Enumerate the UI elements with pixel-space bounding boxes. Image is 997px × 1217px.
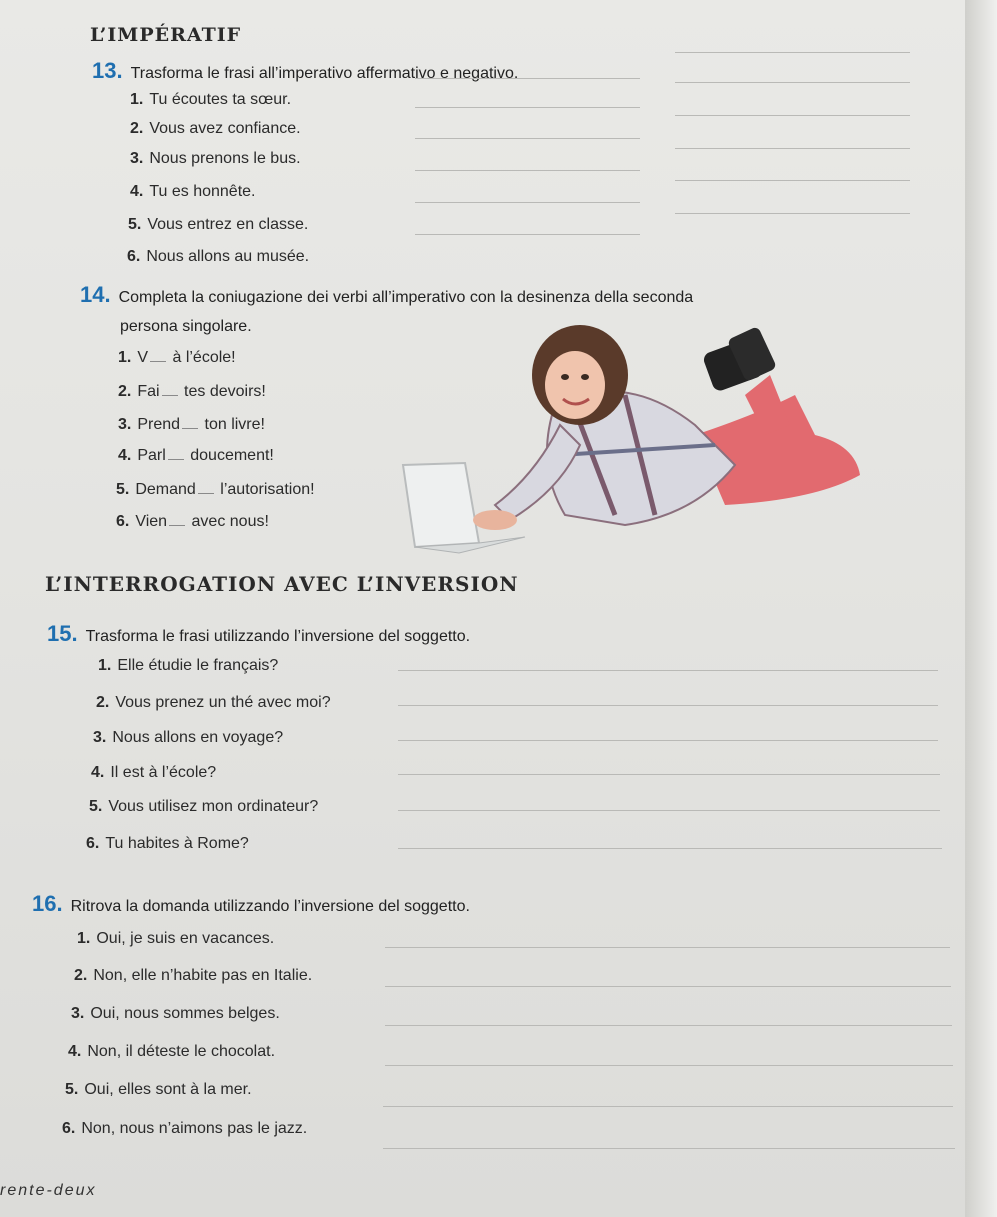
eye: [561, 374, 569, 380]
answer-line[interactable]: [415, 202, 640, 203]
answer-line[interactable]: [383, 1148, 955, 1149]
answer-line[interactable]: [385, 947, 950, 948]
ex16-item-6: [62, 1120, 307, 1138]
blank-field[interactable]: [198, 481, 214, 494]
item-number: 2.: [74, 967, 88, 984]
ex14-item-2: [118, 383, 266, 401]
answer-line[interactable]: [415, 78, 640, 79]
ex13-item-2: [130, 120, 301, 138]
laptop-screen: [403, 463, 479, 547]
ex14-item-5: [116, 481, 315, 499]
blank-field[interactable]: [162, 383, 178, 396]
exercise-13-title: [92, 58, 518, 84]
answer-line[interactable]: [398, 705, 938, 706]
item-number: 1.: [130, 91, 144, 108]
ex16-item-5: [65, 1081, 252, 1099]
answer-line[interactable]: [675, 52, 910, 53]
item-text: Vous prenez un thé avec moi?: [115, 694, 331, 711]
answer-line[interactable]: [383, 1106, 953, 1107]
blank-field[interactable]: [169, 513, 185, 526]
item-text: Non, il déteste le chocolat.: [87, 1043, 276, 1060]
item-number: 6.: [116, 513, 130, 530]
answer-line[interactable]: [415, 170, 640, 171]
item-number: 5.: [65, 1081, 79, 1098]
exercise-14-title: [80, 282, 693, 308]
ex13-item-6: [127, 248, 309, 266]
item-number: 2.: [96, 694, 110, 711]
exercise-15-title: [47, 621, 470, 647]
item-text: Nous allons en voyage?: [112, 729, 284, 746]
item-number: 1.: [118, 349, 132, 366]
answer-line[interactable]: [675, 213, 910, 214]
ex16-item-4: [68, 1043, 275, 1061]
exercise-13-number: 13.: [92, 58, 123, 83]
verb-stem: Prend: [137, 416, 181, 433]
answer-line[interactable]: [415, 138, 640, 139]
item-number: 4.: [68, 1043, 82, 1060]
item-text: Nous prenons le bus.: [149, 150, 301, 167]
face: [545, 351, 605, 419]
item-text: Non, elle n’habite pas en Italie.: [93, 967, 313, 984]
exercise-13-instruction: Trasforma le frasi all’imperativo affermativo e negativo.: [130, 65, 519, 82]
item-number: 6.: [62, 1120, 76, 1137]
item-text: Vous avez confiance.: [149, 120, 301, 137]
exercise-16-number: 16.: [32, 891, 63, 916]
answer-line[interactable]: [398, 670, 938, 671]
answer-line[interactable]: [415, 234, 640, 235]
exercise-14-instruction-line2: persona singolare.: [120, 318, 252, 335]
item-text: Vous entrez en classe.: [147, 216, 309, 233]
section-heading-interrogation: L’INTERROGATION AVEC L’INVERSION: [45, 572, 519, 596]
blank-field[interactable]: [182, 416, 198, 429]
item-number: 5.: [128, 216, 142, 233]
ex15-item-4: [91, 764, 216, 782]
item-text: Non, nous n’aimons pas le jazz.: [81, 1120, 308, 1137]
answer-line[interactable]: [398, 740, 938, 741]
ex15-item-5: [89, 798, 318, 816]
section-heading-imperatif: L’IMPÉRATIF: [90, 24, 242, 46]
item-text: ton livre!: [204, 416, 265, 433]
item-text: Tu écoutes ta sœur.: [149, 91, 292, 108]
item-text: Elle étudie le français?: [117, 657, 279, 674]
exercise-15-instruction: Trasforma le frasi utilizzando l’inversione del soggetto.: [85, 628, 471, 645]
item-text: l’autorisation!: [220, 481, 315, 498]
item-number: 3.: [118, 416, 132, 433]
answer-line[interactable]: [385, 986, 951, 987]
item-number: 5.: [89, 798, 103, 815]
ex14-item-3: [118, 416, 265, 434]
girl-with-laptop-illustration: [395, 315, 865, 555]
ex15-item-1: [98, 657, 278, 675]
verb-stem: Demand: [135, 481, 196, 498]
answer-line[interactable]: [675, 115, 910, 116]
verb-stem: V: [137, 349, 149, 366]
answer-line[interactable]: [675, 148, 910, 149]
ex14-item-4: [118, 447, 274, 465]
item-text: doucement!: [190, 447, 274, 464]
item-number: 2.: [118, 383, 132, 400]
item-number: 4.: [118, 447, 132, 464]
answer-line[interactable]: [385, 1025, 952, 1026]
page-gutter: [965, 0, 997, 1217]
answer-line[interactable]: [675, 82, 910, 83]
verb-stem: Fai: [137, 383, 160, 400]
ex14-item-1: [118, 349, 236, 367]
answer-line[interactable]: [675, 180, 910, 181]
ex16-item-2: [74, 967, 312, 985]
item-text: Tu habites à Rome?: [105, 835, 249, 852]
blank-field[interactable]: [150, 349, 166, 362]
item-text: à l’école!: [172, 349, 236, 366]
exercise-15-number: 15.: [47, 621, 78, 646]
ex15-item-6: [86, 835, 249, 853]
verb-stem: Vien: [135, 513, 168, 530]
item-number: 3.: [71, 1005, 85, 1022]
item-number: 6.: [86, 835, 100, 852]
item-text: tes devoirs!: [184, 383, 266, 400]
eye: [581, 374, 589, 380]
item-number: 2.: [130, 120, 144, 137]
item-text: Oui, nous sommes belges.: [90, 1005, 280, 1022]
ex13-item-5: [128, 216, 308, 234]
ex13-item-1: [130, 91, 291, 109]
item-number: 4.: [130, 183, 144, 200]
item-text: Oui, elles sont à la mer.: [84, 1081, 252, 1098]
exercise-16-instruction: Ritrova la domanda utilizzando l’inversione del soggetto.: [70, 898, 470, 915]
item-number: 3.: [93, 729, 107, 746]
item-number: 4.: [91, 764, 105, 781]
item-number: 5.: [116, 481, 130, 498]
exercise-16-title: [32, 891, 470, 917]
answer-line[interactable]: [398, 774, 940, 775]
item-number: 1.: [98, 657, 112, 674]
ex16-item-1: [77, 930, 274, 948]
ex15-item-2: [96, 694, 331, 712]
item-text: Vous utilisez mon ordinateur?: [108, 798, 319, 815]
item-text: avec nous!: [191, 513, 269, 530]
ex15-item-3: [93, 729, 283, 747]
item-text: Tu es honnête.: [149, 183, 256, 200]
item-number: 1.: [77, 930, 91, 947]
verb-stem: Parl: [137, 447, 166, 464]
page-number-label: rente-deux: [0, 1182, 97, 1199]
ex16-item-3: [71, 1005, 280, 1023]
item-text: Il est à l’école?: [110, 764, 217, 781]
blank-field[interactable]: [168, 447, 184, 460]
exercise-14-number: 14.: [80, 282, 111, 307]
answer-line[interactable]: [398, 848, 942, 849]
answer-line[interactable]: [398, 810, 940, 811]
ex14-item-6: [116, 513, 269, 531]
ex13-item-4: [130, 183, 256, 201]
exercise-14-instruction-line1: Completa la coniugazione dei verbi all’imperativo con la desinenza della seconda: [118, 289, 694, 306]
hands: [473, 510, 517, 530]
answer-line[interactable]: [385, 1065, 953, 1066]
item-number: 3.: [130, 150, 144, 167]
ex13-item-3: [130, 150, 301, 168]
answer-line[interactable]: [415, 107, 640, 108]
item-number: 6.: [127, 248, 141, 265]
item-text: Oui, je suis en vacances.: [96, 930, 275, 947]
item-text: Nous allons au musée.: [146, 248, 310, 265]
